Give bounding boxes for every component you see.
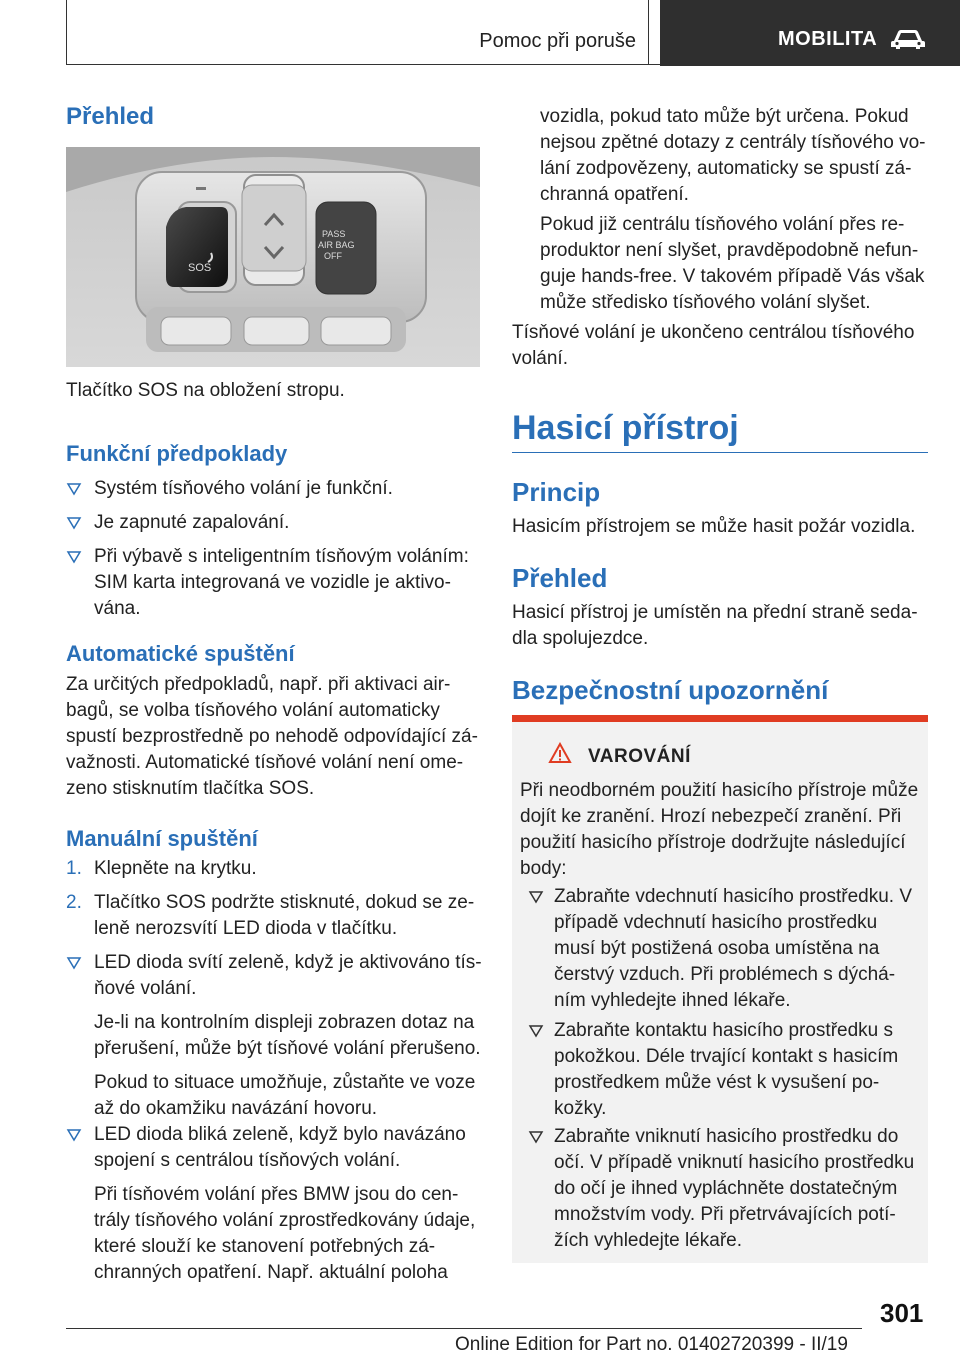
bullet-triangle-icon — [66, 482, 82, 496]
bullet-triangle-icon — [66, 1128, 82, 1142]
principle-heading: Princip — [512, 477, 601, 507]
photo-airbag-label-3: OFF — [324, 251, 342, 261]
header-section-title: Pomoc při poruše — [479, 30, 636, 52]
overview-heading-right: Přehled — [512, 563, 608, 593]
cont-paragraph-1: vozidla, pokud tato může být určena. Pokud nejsou zpětné dotazy z centrály tísňového vo‐ lání zodpovězeny, automaticky se spustí zá‐ chranná opatření. — [540, 106, 926, 205]
cont-paragraph-2: Pokud již centrálu tísňového volání přes re‐ produktor není slyšet, pravděpodobně nefun‐ guje hands-free. V takovém případě Vás však může středisko tísňového volání slyšet. — [540, 214, 925, 313]
bullet-triangle-icon — [66, 550, 82, 564]
header-left-rule — [66, 0, 67, 64]
step-text: Tlačítko SOS podržte stisknuté, dokud se ze‐ leně nerozsvítí LED dioda v tlačítku. — [94, 892, 475, 939]
auto-heading: Automatické spuštění — [66, 641, 295, 666]
prereq-heading: Funkční předpoklady — [66, 441, 288, 466]
bullet-triangle-icon — [528, 1024, 544, 1038]
warning-triangle-icon — [548, 742, 572, 764]
list-item: LED dioda svítí zeleně, když je aktivováno tís‐ ňové volání. Je-li na kontrolním displeji zobrazen dotaz na přerušení, může být tísňové volání přerušeno. Pokud to situace umožňuje, zůstaňte ve voze až do okamžiku navázání hovoru. — [94, 952, 482, 1119]
header-tab-label: MOBILITA — [778, 28, 878, 50]
warning-bar — [512, 715, 928, 722]
header-divider — [648, 0, 649, 64]
page-number: 301 — [880, 1298, 924, 1328]
photo-airbag-label-1: PASS — [322, 229, 346, 239]
list-item: Zabraňte vdechnutí hasicího prostředku. V případě vdechnutí hasicího prostředku musí být postižená osoba umístěna na čerstvý vzduch. Při problémech s dýchá‐ ním vyhledejte ihned lékaře. — [554, 886, 913, 1011]
warning-title: VAROVÁNÍ — [588, 746, 691, 767]
extinguisher-heading: Hasicí přístroj — [512, 409, 739, 447]
list-item: Zabraňte kontaktu hasicího prostředku s pokožkou. Déle trvající kontakt s hasicím prostředkem může vést k vysušení po‐ kožky. — [554, 1020, 899, 1119]
bullet-triangle-icon — [66, 956, 82, 970]
manual-heading: Manuální spuštění — [66, 826, 258, 851]
car-icon — [890, 27, 926, 51]
step-number: 1. — [66, 858, 82, 879]
overview-heading: Přehled — [66, 103, 155, 130]
auto-text: Za určitých předpokladů, např. při aktivaci air‐ bagů, se volba tísňového volání automaticky spustí bezprostředně po nehodě odpovídající zá‐ važnosti. Automatické tísňové volání není ome‐ zeno stisknutím tlačítka SOS. — [66, 674, 478, 799]
overview-text: Hasicí přístroj je umístěn na přední straně seda‐ dla spolujezdce. — [512, 602, 918, 649]
section-rule — [512, 452, 928, 453]
step-text: Klepněte na krytku. — [94, 858, 257, 879]
photo-sos-label: SOS — [188, 262, 212, 274]
bullet-triangle-icon — [528, 1130, 544, 1144]
list-item: Zabraňte vniknutí hasicího prostředku do očí. V případě vniknutí hasicího prostředku do očí je ihned vypláchněte dostatečným množstvím vody. Při přetrvávajících potí‐ žích vyhledejte lékaře. — [554, 1126, 915, 1251]
safety-heading: Bezpečnostní upozornění — [512, 675, 829, 705]
step-number: 2. — [66, 892, 82, 913]
list-item: Při výbavě s inteligentním tísňovým voláním: SIM karta integrovaná ve vozidle je aktivo‐ vána. — [94, 546, 469, 619]
list-item: Systém tísňového volání je funkční. — [94, 478, 393, 499]
bullet-triangle-icon — [66, 516, 82, 530]
list-item: Je zapnuté zapalování. — [94, 512, 290, 533]
sos-button-photo — [66, 147, 480, 367]
photo-airbag-label-2: AIR BAG — [318, 240, 355, 250]
footer-edition: Online Edition for Part no. 01402720399 - II/19 — [455, 1334, 848, 1355]
list-item: LED dioda bliká zeleně, když bylo navázáno spojení s centrálou tísňových volání. Při tísňovém volání přes BMW jsou do cen‐ trály tísňového volání zprostředkovány údaje, které slouží ke stanovení potřebných zá‐ chranných opatření. Např. aktuální poloha — [94, 1124, 476, 1283]
header-tab-mobilita — [660, 0, 960, 66]
header-rule — [66, 64, 660, 65]
bullet-triangle-icon — [528, 890, 544, 904]
footer-rule — [66, 1328, 862, 1329]
photo-caption: Tlačítko SOS na obložení stropu. — [66, 380, 345, 401]
warning-intro: Při neodborném použití hasicího přístroje může dojít ke zranění. Hrozí nebezpečí zranění. Při použití hasicího přístroje dodržujte následující body: — [520, 780, 919, 879]
end-call-text: Tísňové volání je ukončeno centrálou tísňového volání. — [512, 322, 915, 369]
principle-text: Hasicím přístrojem se může hasit požár vozidla. — [512, 516, 916, 537]
